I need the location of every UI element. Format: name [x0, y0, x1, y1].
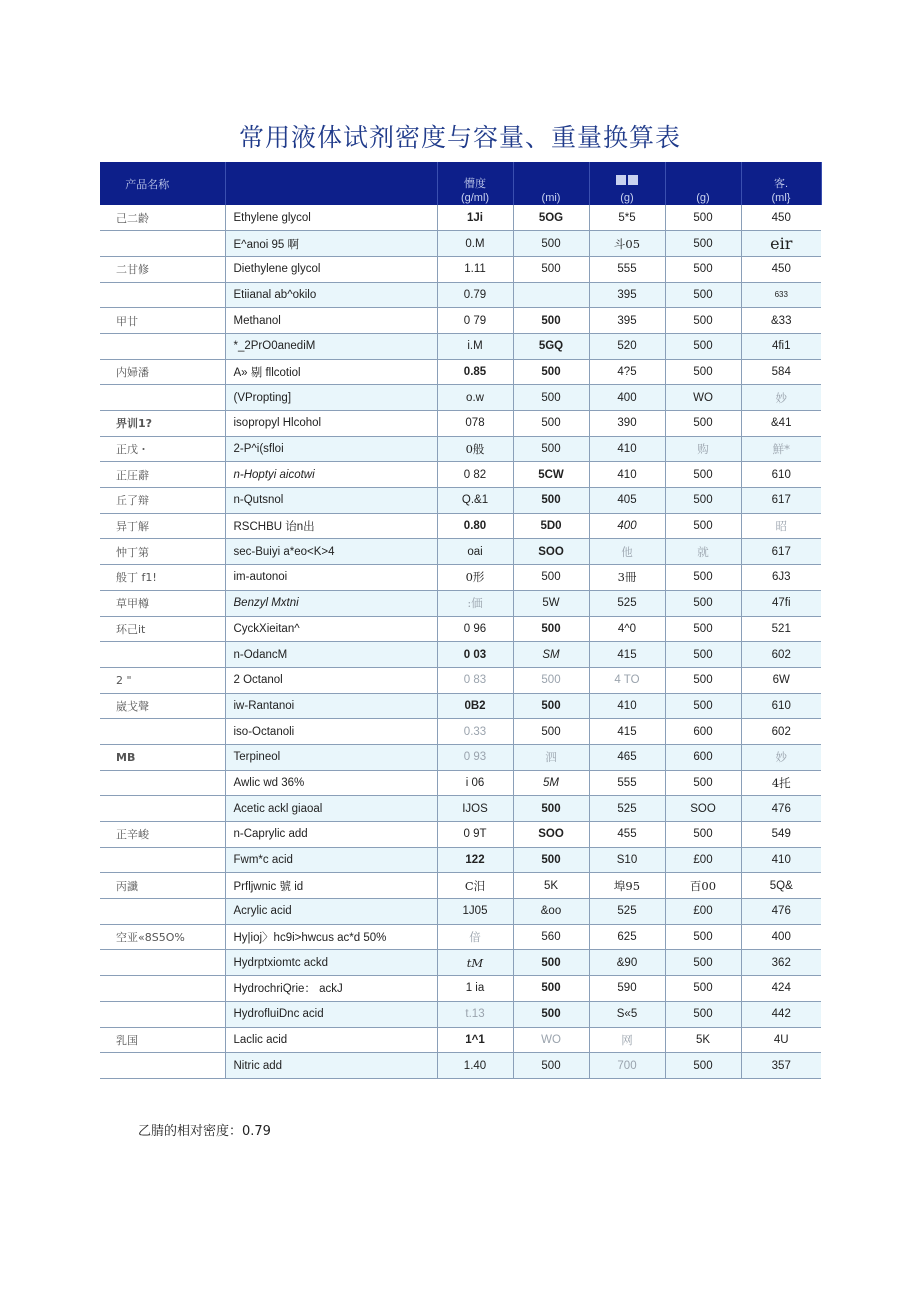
cell-value-1: 500 [513, 359, 589, 385]
cell-density: 0 93 [437, 744, 513, 770]
cell-value-3: £00 [665, 899, 741, 925]
cell-density: oai [437, 539, 513, 565]
cell-volume: 424 [741, 976, 821, 1002]
header-name: 产品名称 [100, 162, 225, 205]
cell-value-3: 500 [665, 359, 741, 385]
cell-value-1: 500 [513, 796, 589, 822]
cell-volume: 47fi [741, 590, 821, 616]
cell-value-2: 520 [589, 333, 665, 359]
cell-volume: 617 [741, 488, 821, 514]
cell-chinese-name: 草甲樽 [100, 590, 225, 616]
cell-chinese-name: 丙讖 [100, 873, 225, 899]
cell-value-2: 525 [589, 899, 665, 925]
cell-value-3: 500 [665, 976, 741, 1002]
cell-chinese-name: 乳国 [100, 1027, 225, 1053]
table-row [100, 616, 821, 642]
table-row [100, 436, 821, 462]
cell-english-name: Prfljwnic 號 id [225, 873, 437, 899]
cell-chinese-name: 正圧辭 [100, 462, 225, 488]
cell-value-1: &oo [513, 899, 589, 925]
cell-value-3: 5K [665, 1027, 741, 1053]
cell-volume: 5Q& [741, 873, 821, 899]
cell-volume: 610 [741, 693, 821, 719]
cell-density: 1^1 [437, 1027, 513, 1053]
cell-volume: 362 [741, 950, 821, 976]
cell-value-2: 5*5 [589, 205, 665, 231]
cell-chinese-name [100, 719, 225, 745]
cell-value-3: 500 [665, 205, 741, 231]
cell-density: 0.85 [437, 359, 513, 385]
table-row [100, 744, 821, 770]
table-row [100, 1053, 821, 1079]
cell-value-2: 415 [589, 642, 665, 668]
cell-chinese-name: 内婦潘 [100, 359, 225, 385]
cell-density: 0 83 [437, 667, 513, 693]
cell-density: 1.11 [437, 256, 513, 282]
table-row [100, 642, 821, 668]
table-row [100, 1027, 821, 1053]
cell-value-3: 500 [665, 282, 741, 308]
cell-value-1: 500 [513, 847, 589, 873]
cell-volume: 6W [741, 667, 821, 693]
cell-density: 偣 [437, 924, 513, 950]
cell-value-1: 500 [513, 1053, 589, 1079]
cell-chinese-name [100, 385, 225, 411]
cell-chinese-name [100, 333, 225, 359]
cell-chinese-name [100, 231, 225, 257]
header-g: (g) [665, 162, 741, 205]
cell-value-3: 500 [665, 1053, 741, 1079]
cell-value-1: 500 [513, 436, 589, 462]
cell-value-3: 500 [665, 924, 741, 950]
cell-value-1: SM [513, 642, 589, 668]
cell-value-2: 555 [589, 770, 665, 796]
cell-value-3: 500 [665, 616, 741, 642]
cell-english-name: n-OdancM [225, 642, 437, 668]
cell-english-name: Laclic acid [225, 1027, 437, 1053]
cell-english-name: (VPropting] [225, 385, 437, 411]
table-row [100, 976, 821, 1002]
cell-value-1: 500 [513, 1001, 589, 1027]
cell-density: 0B2 [437, 693, 513, 719]
cell-value-2: 斗05 [589, 231, 665, 257]
cell-density: IJOS [437, 796, 513, 822]
cell-value-2: 405 [589, 488, 665, 514]
cell-chinese-name: 崴戈聲 [100, 693, 225, 719]
cell-english-name: Terpineol [225, 744, 437, 770]
cell-density: 0.33 [437, 719, 513, 745]
cell-english-name: Nitric add [225, 1053, 437, 1079]
cell-english-name: n-Caprylic add [225, 822, 437, 848]
cell-volume: 410 [741, 847, 821, 873]
cell-density: 0.80 [437, 513, 513, 539]
square-glyph [616, 175, 626, 185]
cell-density: 0 03 [437, 642, 513, 668]
table-row [100, 924, 821, 950]
cell-volume: 476 [741, 796, 821, 822]
cell-value-2: 他 [589, 539, 665, 565]
cell-value-2: 4?5 [589, 359, 665, 385]
cell-value-2: 625 [589, 924, 665, 950]
cell-chinese-name: 般丁 f1! [100, 565, 225, 591]
cell-density: i 06 [437, 770, 513, 796]
cell-value-2: 410 [589, 693, 665, 719]
cell-value-1: 500 [513, 256, 589, 282]
cell-value-3: £00 [665, 847, 741, 873]
cell-volume: eir [741, 231, 821, 257]
cell-value-1: 500 [513, 976, 589, 1002]
cell-chinese-name: 正辛峻 [100, 822, 225, 848]
table-row [100, 950, 821, 976]
cell-value-1: 5OG [513, 205, 589, 231]
table-row [100, 1001, 821, 1027]
cell-value-2: 410 [589, 462, 665, 488]
cell-density: t.13 [437, 1001, 513, 1027]
cell-value-2: 410 [589, 436, 665, 462]
cell-english-name: n-Hoptyi aicotwi [225, 462, 437, 488]
table-row [100, 719, 821, 745]
cell-value-2: 网 [589, 1027, 665, 1053]
cell-english-name: Acetic ackl giaoal [225, 796, 437, 822]
cell-volume: 617 [741, 539, 821, 565]
cell-volume: 4U [741, 1027, 821, 1053]
cell-value-3: 500 [665, 513, 741, 539]
cell-value-1: 500 [513, 667, 589, 693]
cell-value-3: 500 [665, 693, 741, 719]
table-row [100, 205, 821, 231]
cell-value-2: 埠95 [589, 873, 665, 899]
footnote: 乙腈的相对密度：0.79 [138, 1124, 271, 1139]
cell-density: 1Ji [437, 205, 513, 231]
cell-value-1: 500 [513, 693, 589, 719]
cell-value-3: 500 [665, 667, 741, 693]
cell-english-name: Hy|ioj〉hc9i>hwcus ac*d 50% [225, 924, 437, 950]
cell-volume: 357 [741, 1053, 821, 1079]
table-row [100, 282, 821, 308]
cell-value-1: 500 [513, 565, 589, 591]
cell-value-2: 525 [589, 796, 665, 822]
cell-density: 0.79 [437, 282, 513, 308]
cell-value-2: 455 [589, 822, 665, 848]
cell-value-1: 500 [513, 950, 589, 976]
cell-value-3: 500 [665, 462, 741, 488]
cell-chinese-name [100, 899, 225, 925]
cell-english-name: E^anoi 95 啊 [225, 231, 437, 257]
cell-volume: 610 [741, 462, 821, 488]
cell-english-name: im-autonoi [225, 565, 437, 591]
cell-value-1: 5K [513, 873, 589, 899]
cell-volume: 昭 [741, 513, 821, 539]
cell-english-name: Etiianal ab^okilo [225, 282, 437, 308]
cell-english-name: HydrofluiDnc acid [225, 1001, 437, 1027]
cell-value-1: 500 [513, 385, 589, 411]
cell-volume: 450 [741, 205, 821, 231]
cell-value-2: 525 [589, 590, 665, 616]
cell-value-3: 500 [665, 950, 741, 976]
cell-value-3: 500 [665, 488, 741, 514]
cell-value-2: 555 [589, 256, 665, 282]
cell-english-name: A» 剔 fllcotiol [225, 359, 437, 385]
cell-chinese-name [100, 770, 225, 796]
cell-chinese-name [100, 642, 225, 668]
cell-english-name: RSCHBU 诒n出 [225, 513, 437, 539]
cell-english-name: *_2PrO0anediM [225, 333, 437, 359]
cell-density: 1J05 [437, 899, 513, 925]
cell-value-1: 5W [513, 590, 589, 616]
cell-value-1: 500 [513, 488, 589, 514]
cell-chinese-name: 畀训1? [100, 411, 225, 437]
cell-value-1: 500 [513, 308, 589, 334]
cell-volume: 521 [741, 616, 821, 642]
cell-value-3: WO [665, 385, 741, 411]
cell-english-name: isopropyl Hlcohol [225, 411, 437, 437]
cell-chinese-name [100, 1001, 225, 1027]
cell-value-1: SOO [513, 539, 589, 565]
cell-chinese-name [100, 1053, 225, 1079]
cell-value-2: 3冊 [589, 565, 665, 591]
cell-density: 0.M [437, 231, 513, 257]
cell-value-3: 600 [665, 719, 741, 745]
cell-value-3: 500 [665, 642, 741, 668]
cell-value-1: 5CW [513, 462, 589, 488]
density-table [100, 162, 822, 1079]
cell-value-2: 400 [589, 385, 665, 411]
cell-english-name: iw-Rantanoi [225, 693, 437, 719]
cell-value-1: 500 [513, 411, 589, 437]
cell-volume: 476 [741, 899, 821, 925]
cell-chinese-name: 异丁解 [100, 513, 225, 539]
cell-value-1: 500 [513, 719, 589, 745]
cell-value-1: 500 [513, 231, 589, 257]
cell-value-2: 465 [589, 744, 665, 770]
cell-chinese-name: 己二齡 [100, 205, 225, 231]
page-title: 常用液体试剂密度与容量、重量换算表 [238, 123, 681, 152]
cell-chinese-name [100, 847, 225, 873]
cell-volume: 442 [741, 1001, 821, 1027]
cell-volume: &33 [741, 308, 821, 334]
cell-value-3: 就 [665, 539, 741, 565]
cell-value-3: 500 [665, 411, 741, 437]
cell-value-3: 500 [665, 256, 741, 282]
cell-volume: 633 [741, 282, 821, 308]
cell-value-3: 600 [665, 744, 741, 770]
cell-value-1: 560 [513, 924, 589, 950]
cell-volume: 400 [741, 924, 821, 950]
cell-english-name: CyckXieitan^ [225, 616, 437, 642]
table-row [100, 359, 821, 385]
cell-english-name: Diethylene glycol [225, 256, 437, 282]
cell-volume: 602 [741, 642, 821, 668]
cell-density: i.M [437, 333, 513, 359]
cell-volume: 鮮* [741, 436, 821, 462]
cell-density: o.w [437, 385, 513, 411]
cell-english-name: n-Qutsnol [225, 488, 437, 514]
cell-value-3: 500 [665, 333, 741, 359]
cell-value-2: S«5 [589, 1001, 665, 1027]
cell-volume: 549 [741, 822, 821, 848]
cell-value-3: SOO [665, 796, 741, 822]
cell-value-2: 4^0 [589, 616, 665, 642]
cell-value-1: 5M [513, 770, 589, 796]
header-squares: (g) [589, 162, 665, 205]
cell-chinese-name: MB [100, 744, 225, 770]
cell-value-3: 500 [665, 822, 741, 848]
cell-value-2: 415 [589, 719, 665, 745]
cell-density: 0形 [437, 565, 513, 591]
cell-volume: 妙 [741, 385, 821, 411]
cell-chinese-name: 正戊・ [100, 436, 225, 462]
cell-density: 0 79 [437, 308, 513, 334]
cell-density: C汨 [437, 873, 513, 899]
cell-english-name: Benzyl Mxtni [225, 590, 437, 616]
cell-chinese-name: 丘了辩 [100, 488, 225, 514]
cell-chinese-name [100, 282, 225, 308]
cell-value-3: 500 [665, 590, 741, 616]
table-row [100, 590, 821, 616]
cell-value-2: 700 [589, 1053, 665, 1079]
table-row [100, 411, 821, 437]
cell-density: 1.40 [437, 1053, 513, 1079]
cell-english-name: Ethylene glycol [225, 205, 437, 231]
cell-value-2: 390 [589, 411, 665, 437]
cell-volume: 584 [741, 359, 821, 385]
header-density: 懵度 (g/ml) [437, 162, 513, 205]
header-mi: (mi) [513, 162, 589, 205]
cell-value-2: S10 [589, 847, 665, 873]
cell-volume: 450 [741, 256, 821, 282]
cell-chinese-name [100, 976, 225, 1002]
cell-density: 1 ia [437, 976, 513, 1002]
cell-volume: &41 [741, 411, 821, 437]
cell-value-1: SOO [513, 822, 589, 848]
cell-english-name: Fwm*c acid [225, 847, 437, 873]
table-row [100, 333, 821, 359]
table-row [100, 847, 821, 873]
square-glyph [628, 175, 638, 185]
table-row [100, 539, 821, 565]
cell-english-name: Acrylic acid [225, 899, 437, 925]
table-row [100, 231, 821, 257]
table-row [100, 899, 821, 925]
table-row [100, 873, 821, 899]
cell-density: 122 [437, 847, 513, 873]
cell-english-name: sec-Buiyi a*eo<K>4 [225, 539, 437, 565]
cell-chinese-name: 二甘修 [100, 256, 225, 282]
cell-chinese-name: 2 " [100, 667, 225, 693]
cell-value-2: 395 [589, 282, 665, 308]
cell-value-3: 500 [665, 1001, 741, 1027]
cell-value-2: 4 TO [589, 667, 665, 693]
cell-chinese-name: 空亚«8S5O% [100, 924, 225, 950]
cell-value-1 [513, 282, 589, 308]
cell-density: tM [437, 950, 513, 976]
cell-english-name: Methanol [225, 308, 437, 334]
cell-value-2: &90 [589, 950, 665, 976]
cell-density: 0 96 [437, 616, 513, 642]
table-row [100, 822, 821, 848]
cell-english-name: 2-P^i(sfloi [225, 436, 437, 462]
cell-density: 0般 [437, 436, 513, 462]
cell-value-3: 500 [665, 308, 741, 334]
table-row [100, 308, 821, 334]
cell-value-1: WO [513, 1027, 589, 1053]
cell-english-name: iso-Octanoli [225, 719, 437, 745]
cell-density: 0 82 [437, 462, 513, 488]
cell-english-name: Awlic wd 36% [225, 770, 437, 796]
cell-density: 078 [437, 411, 513, 437]
cell-chinese-name [100, 796, 225, 822]
table-header-row [100, 162, 821, 205]
cell-english-name: HydrochriQrie： ackJ [225, 976, 437, 1002]
table-row [100, 462, 821, 488]
cell-volume: 4托 [741, 770, 821, 796]
table-row [100, 513, 821, 539]
cell-chinese-name: 环己it [100, 616, 225, 642]
cell-value-1: 5D0 [513, 513, 589, 539]
cell-value-1: 泗 [513, 744, 589, 770]
cell-chinese-name: 甲廿 [100, 308, 225, 334]
cell-value-2: 400 [589, 513, 665, 539]
cell-density: 0 9T [437, 822, 513, 848]
cell-chinese-name: 忡丁第 [100, 539, 225, 565]
cell-volume: 妙 [741, 744, 821, 770]
cell-value-3: 百00 [665, 873, 741, 899]
header-volume: 客. (ml} [741, 162, 821, 205]
cell-value-2: 590 [589, 976, 665, 1002]
cell-density: :価 [437, 590, 513, 616]
table-row [100, 770, 821, 796]
cell-chinese-name [100, 950, 225, 976]
cell-value-3: 500 [665, 231, 741, 257]
cell-volume: 4fi1 [741, 333, 821, 359]
cell-value-3: 购 [665, 436, 741, 462]
table-row [100, 488, 821, 514]
table-row [100, 796, 821, 822]
cell-value-3: 500 [665, 565, 741, 591]
cell-english-name: 2 Octanol [225, 667, 437, 693]
table-row [100, 693, 821, 719]
cell-english-name: Hydrptxiomtc ackd [225, 950, 437, 976]
table-row [100, 565, 821, 591]
table-row [100, 385, 821, 411]
table-row [100, 667, 821, 693]
table-row [100, 256, 821, 282]
cell-density: Q.&1 [437, 488, 513, 514]
header-en [225, 162, 437, 205]
cell-value-1: 5GQ [513, 333, 589, 359]
cell-volume: 602 [741, 719, 821, 745]
cell-value-3: 500 [665, 770, 741, 796]
cell-volume: 6J3 [741, 565, 821, 591]
cell-value-1: 500 [513, 616, 589, 642]
cell-value-2: 395 [589, 308, 665, 334]
